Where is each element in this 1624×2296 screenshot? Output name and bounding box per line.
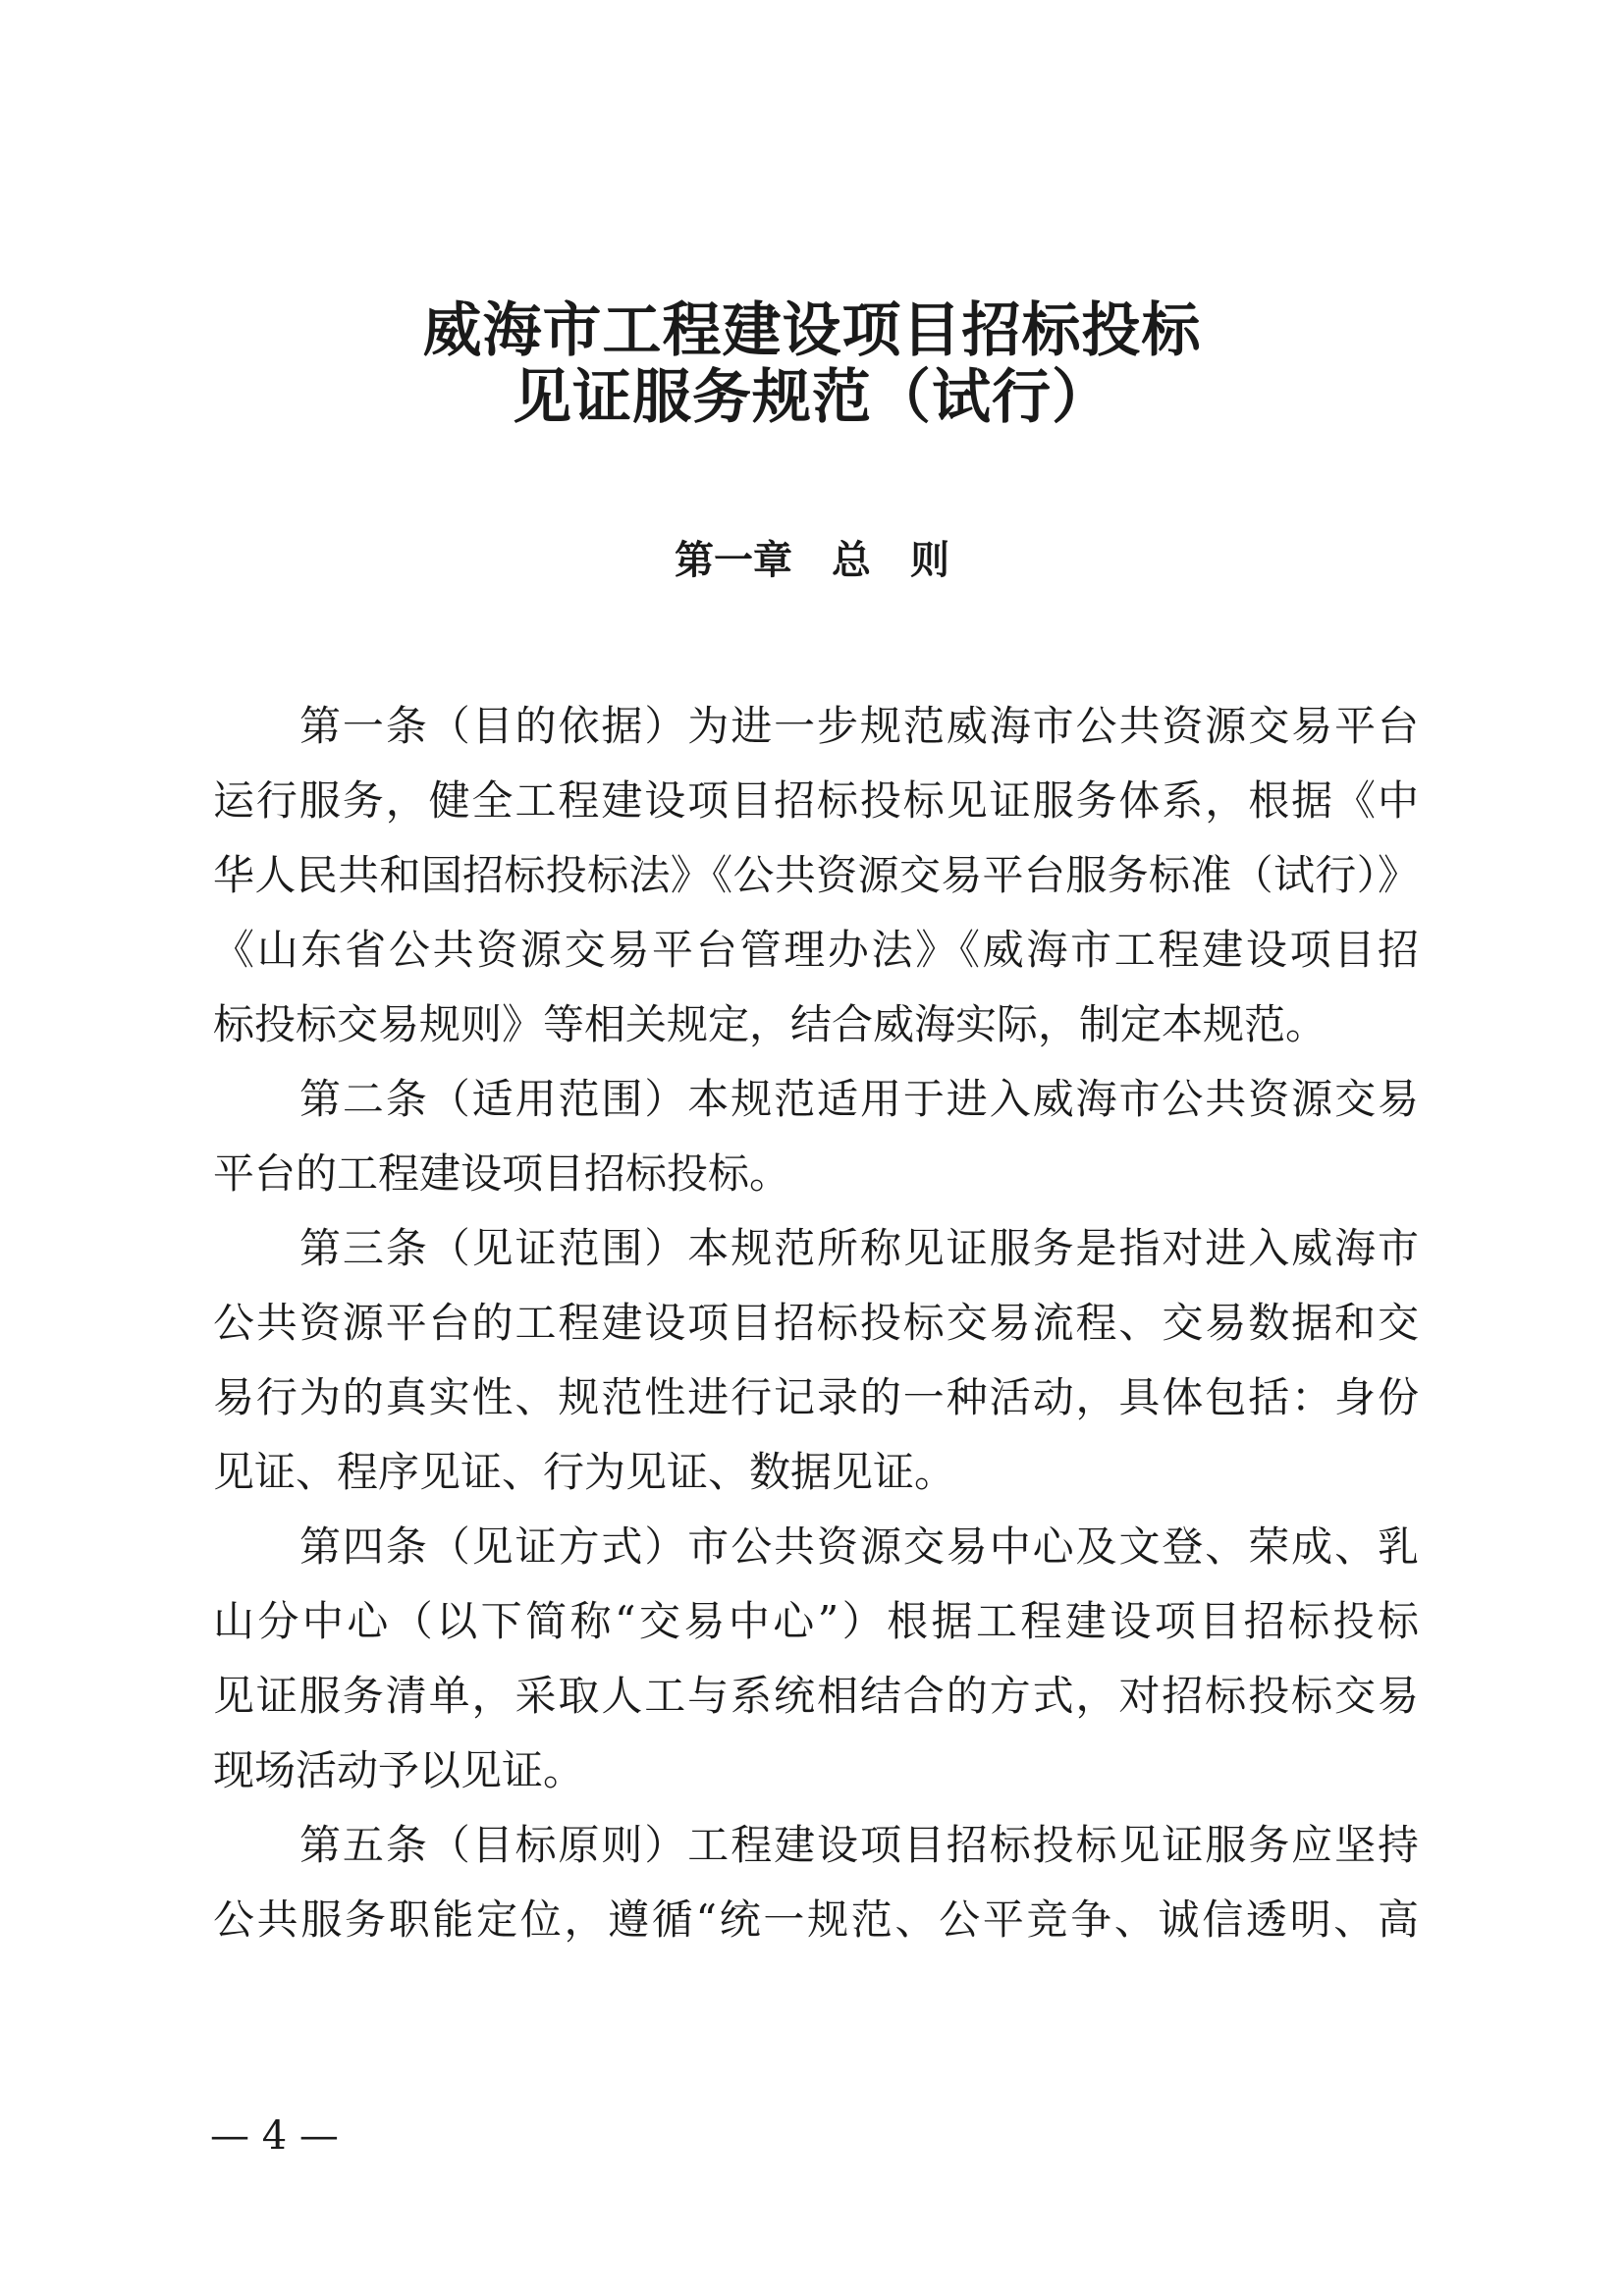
- body-line: 易行为的真实性、规范性进行记录的一种活动，具体包括：身份: [213, 1373, 1419, 1421]
- body-line: 运行服务，健全工程建设项目招标投标见证服务体系，根据《中: [213, 776, 1419, 825]
- body-line: 平台的工程建设项目招标投标。: [213, 1149, 791, 1198]
- body-line: 公共资源平台的工程建设项目招标投标交易流程、交易数据和交: [213, 1299, 1419, 1347]
- body-line: 山分中心（以下简称“交易中心”）根据工程建设项目招标投标: [213, 1597, 1419, 1645]
- body-line: 第四条（见证方式）市公共资源交易中心及文登、荣成、乳: [299, 1522, 1419, 1571]
- body-line: 见证服务清单，采取人工与系统相结合的方式，对招标投标交易: [213, 1672, 1419, 1720]
- body-line: 见证、程序见证、行为见证、数据见证。: [213, 1448, 956, 1496]
- document-title-line-1: 威海市工程建设项目招标投标: [422, 296, 1202, 365]
- body-line: 标投标交易规则》等相关规定，结合威海实际，制定本规范。: [213, 1000, 1327, 1048]
- document-title-line-2: 见证服务规范（试行）: [513, 363, 1111, 432]
- page-number: — 4 —: [210, 2113, 339, 2159]
- body-line: 第一条（目的依据）为进一步规范威海市公共资源交易平台: [299, 702, 1419, 750]
- body-line: 华人民共和国招标投标法》《公共资源交易平台服务标准（试行）》: [213, 851, 1419, 899]
- body-line: 第三条（见证范围）本规范所称见证服务是指对进入威海市: [299, 1224, 1419, 1272]
- body-line: 现场活动予以见证。: [213, 1746, 585, 1794]
- body-line: 第五条（目标原则）工程建设项目招标投标见证服务应坚持: [299, 1821, 1419, 1869]
- body-line: 《山东省公共资源交易平台管理办法》《威海市工程建设项目招: [213, 926, 1419, 974]
- chapter-heading: 第一章 总 则: [675, 538, 949, 583]
- body-line: 第二条（适用范围）本规范适用于进入威海市公共资源交易: [299, 1075, 1419, 1123]
- body-line: 公共服务职能定位，遵循“统一规范、公平竞争、诚信透明、高: [213, 1896, 1419, 1944]
